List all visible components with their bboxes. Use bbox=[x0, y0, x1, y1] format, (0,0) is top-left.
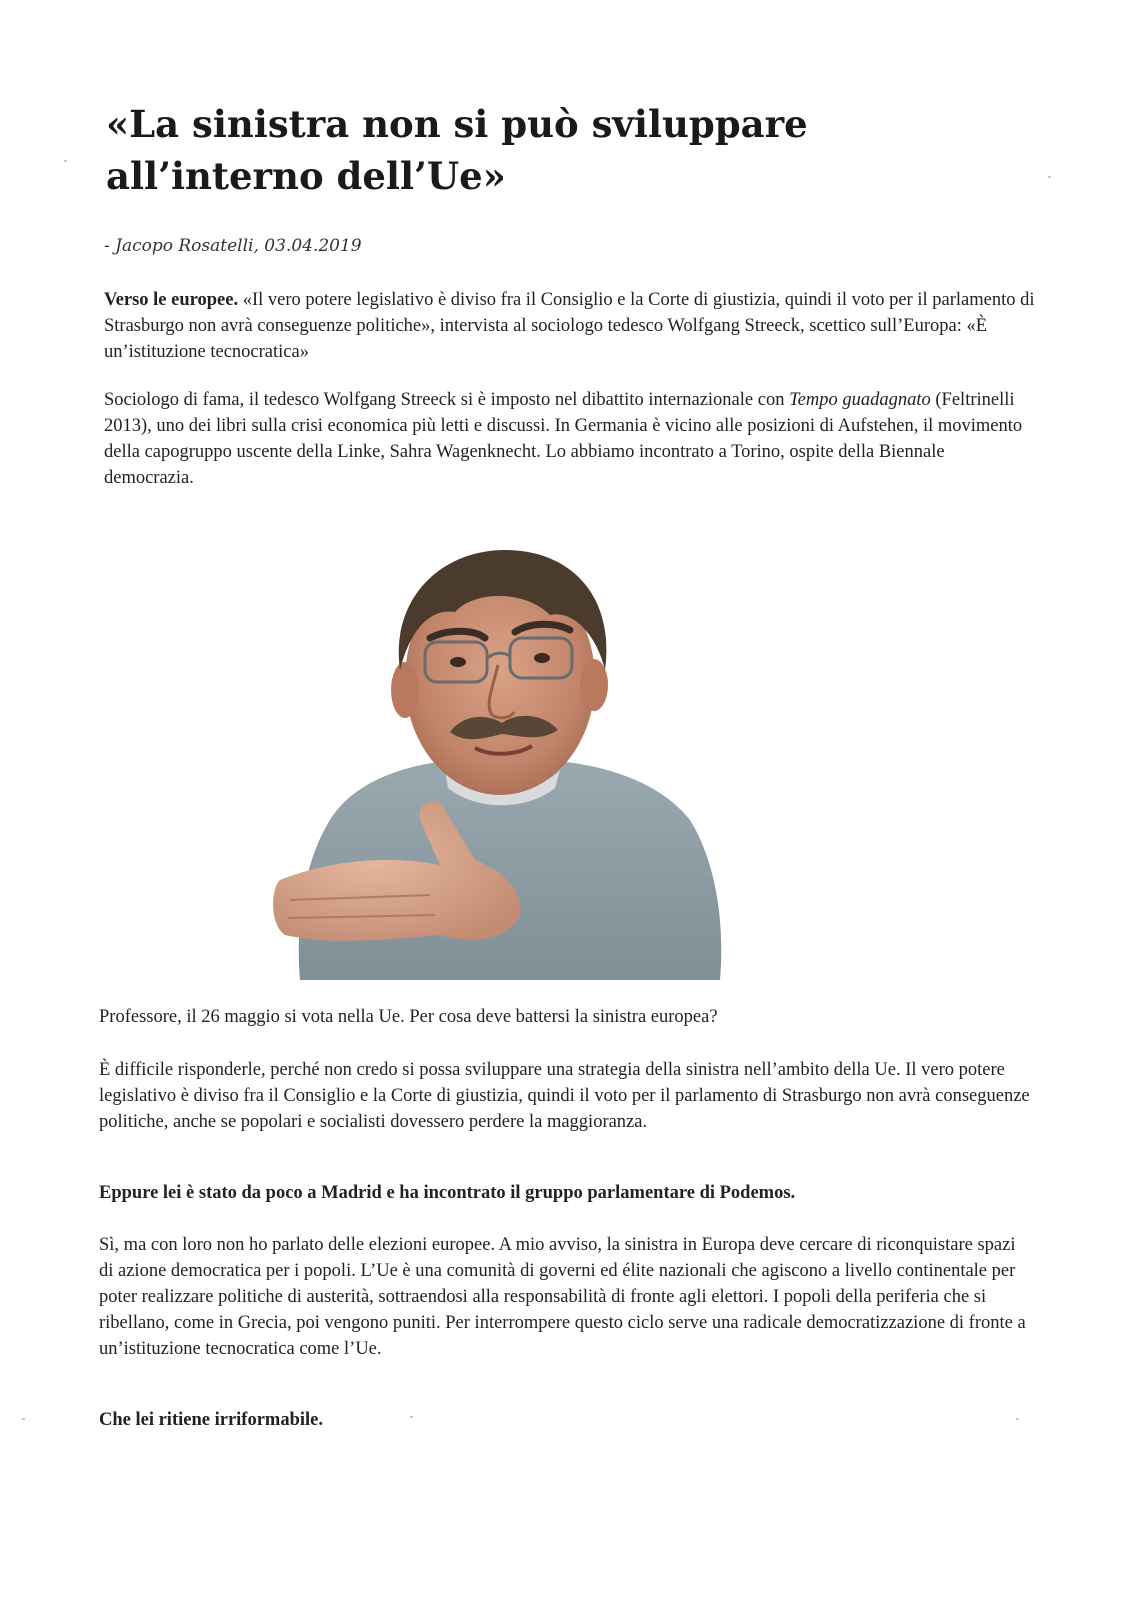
article-byline: - Jacopo Rosatelli, 03.04.2019 bbox=[104, 236, 362, 256]
intro-book-title: Tempo guadagnato bbox=[789, 390, 931, 410]
scan-speck bbox=[1048, 176, 1051, 178]
lead-text: «Il vero potere legislativo è diviso fra il Consiglio e la Corte di giustizia, quindi il voto per il parlamento di Strasburgo non avrà conseguenze politiche», intervista al sociologo tedesco Wolfgang Streeck, scettico sull’Europa: «È un’istituzione tecnocratica» bbox=[104, 290, 1035, 362]
intro-part1: Sociologo di fama, il tedesco Wolfgang Streeck si è imposto nel dibattito internazionale con bbox=[104, 390, 790, 410]
question-2: Eppure lei è stato da poco a Madrid e ha incontrato il gruppo parlamentare di Podemos. bbox=[99, 1183, 796, 1203]
article-lead bbox=[104, 287, 1036, 365]
scan-speck bbox=[410, 1416, 413, 1418]
article-intro bbox=[104, 387, 1036, 491]
question-3: Che lei ritiene irriformabile. bbox=[99, 1410, 323, 1430]
question-1: Professore, il 26 maggio si vota nella Ue. Per cosa deve battersi la sinistra europea? bbox=[99, 1007, 718, 1027]
scan-speck bbox=[1016, 1418, 1019, 1420]
lead-label: Verso le europee. bbox=[104, 290, 239, 310]
portrait-photo bbox=[270, 520, 750, 980]
scan-speck bbox=[22, 1418, 25, 1420]
answer-1: È difficile risponderle, perché non credo si possa sviluppare una strategia della sinistra nell’ambito della Ue. Il vero potere legislativo è diviso fra il Consiglio e la Corte di giustizia, quindi il voto per il parlamento di Strasburgo non avrà conseguenze politiche, anche se popolari e socialisti dovessero perdere la maggioranza. bbox=[99, 1060, 1030, 1132]
article-title: «La sinistra non si può sviluppare all’interno dell’Ue» bbox=[106, 102, 808, 198]
intro-part2: (Feltrinelli 2013), uno dei libri sulla crisi economica più letti e discussi. In Germania è vicino alle posizioni di Aufstehen, il movimento della capogruppo uscente della Linke, Sahra Wagenknecht. Lo abbiamo incontrato a Torino, ospite della Biennale democrazia. bbox=[104, 390, 1023, 488]
answer-2: Sì, ma con loro non ho parlato delle elezioni europee. A mio avviso, la sinistra in Europa deve cercare di riconquistare spazi di azione democratica per i popoli. L’Ue è una comunità di governi ed élite nazionali che agiscono a livello continentale per poter realizzare politiche di austerità, sottraendosi alla responsabilità di fronte agli elettori. I popoli della periferia che si ribellano, come in Grecia, poi vengono puniti. Per interrompere questo ciclo serve una radicale democratizzazione di fronte a un’istituzione tecnocratica come l’Ue. bbox=[99, 1235, 1026, 1359]
scan-speck bbox=[64, 160, 67, 162]
